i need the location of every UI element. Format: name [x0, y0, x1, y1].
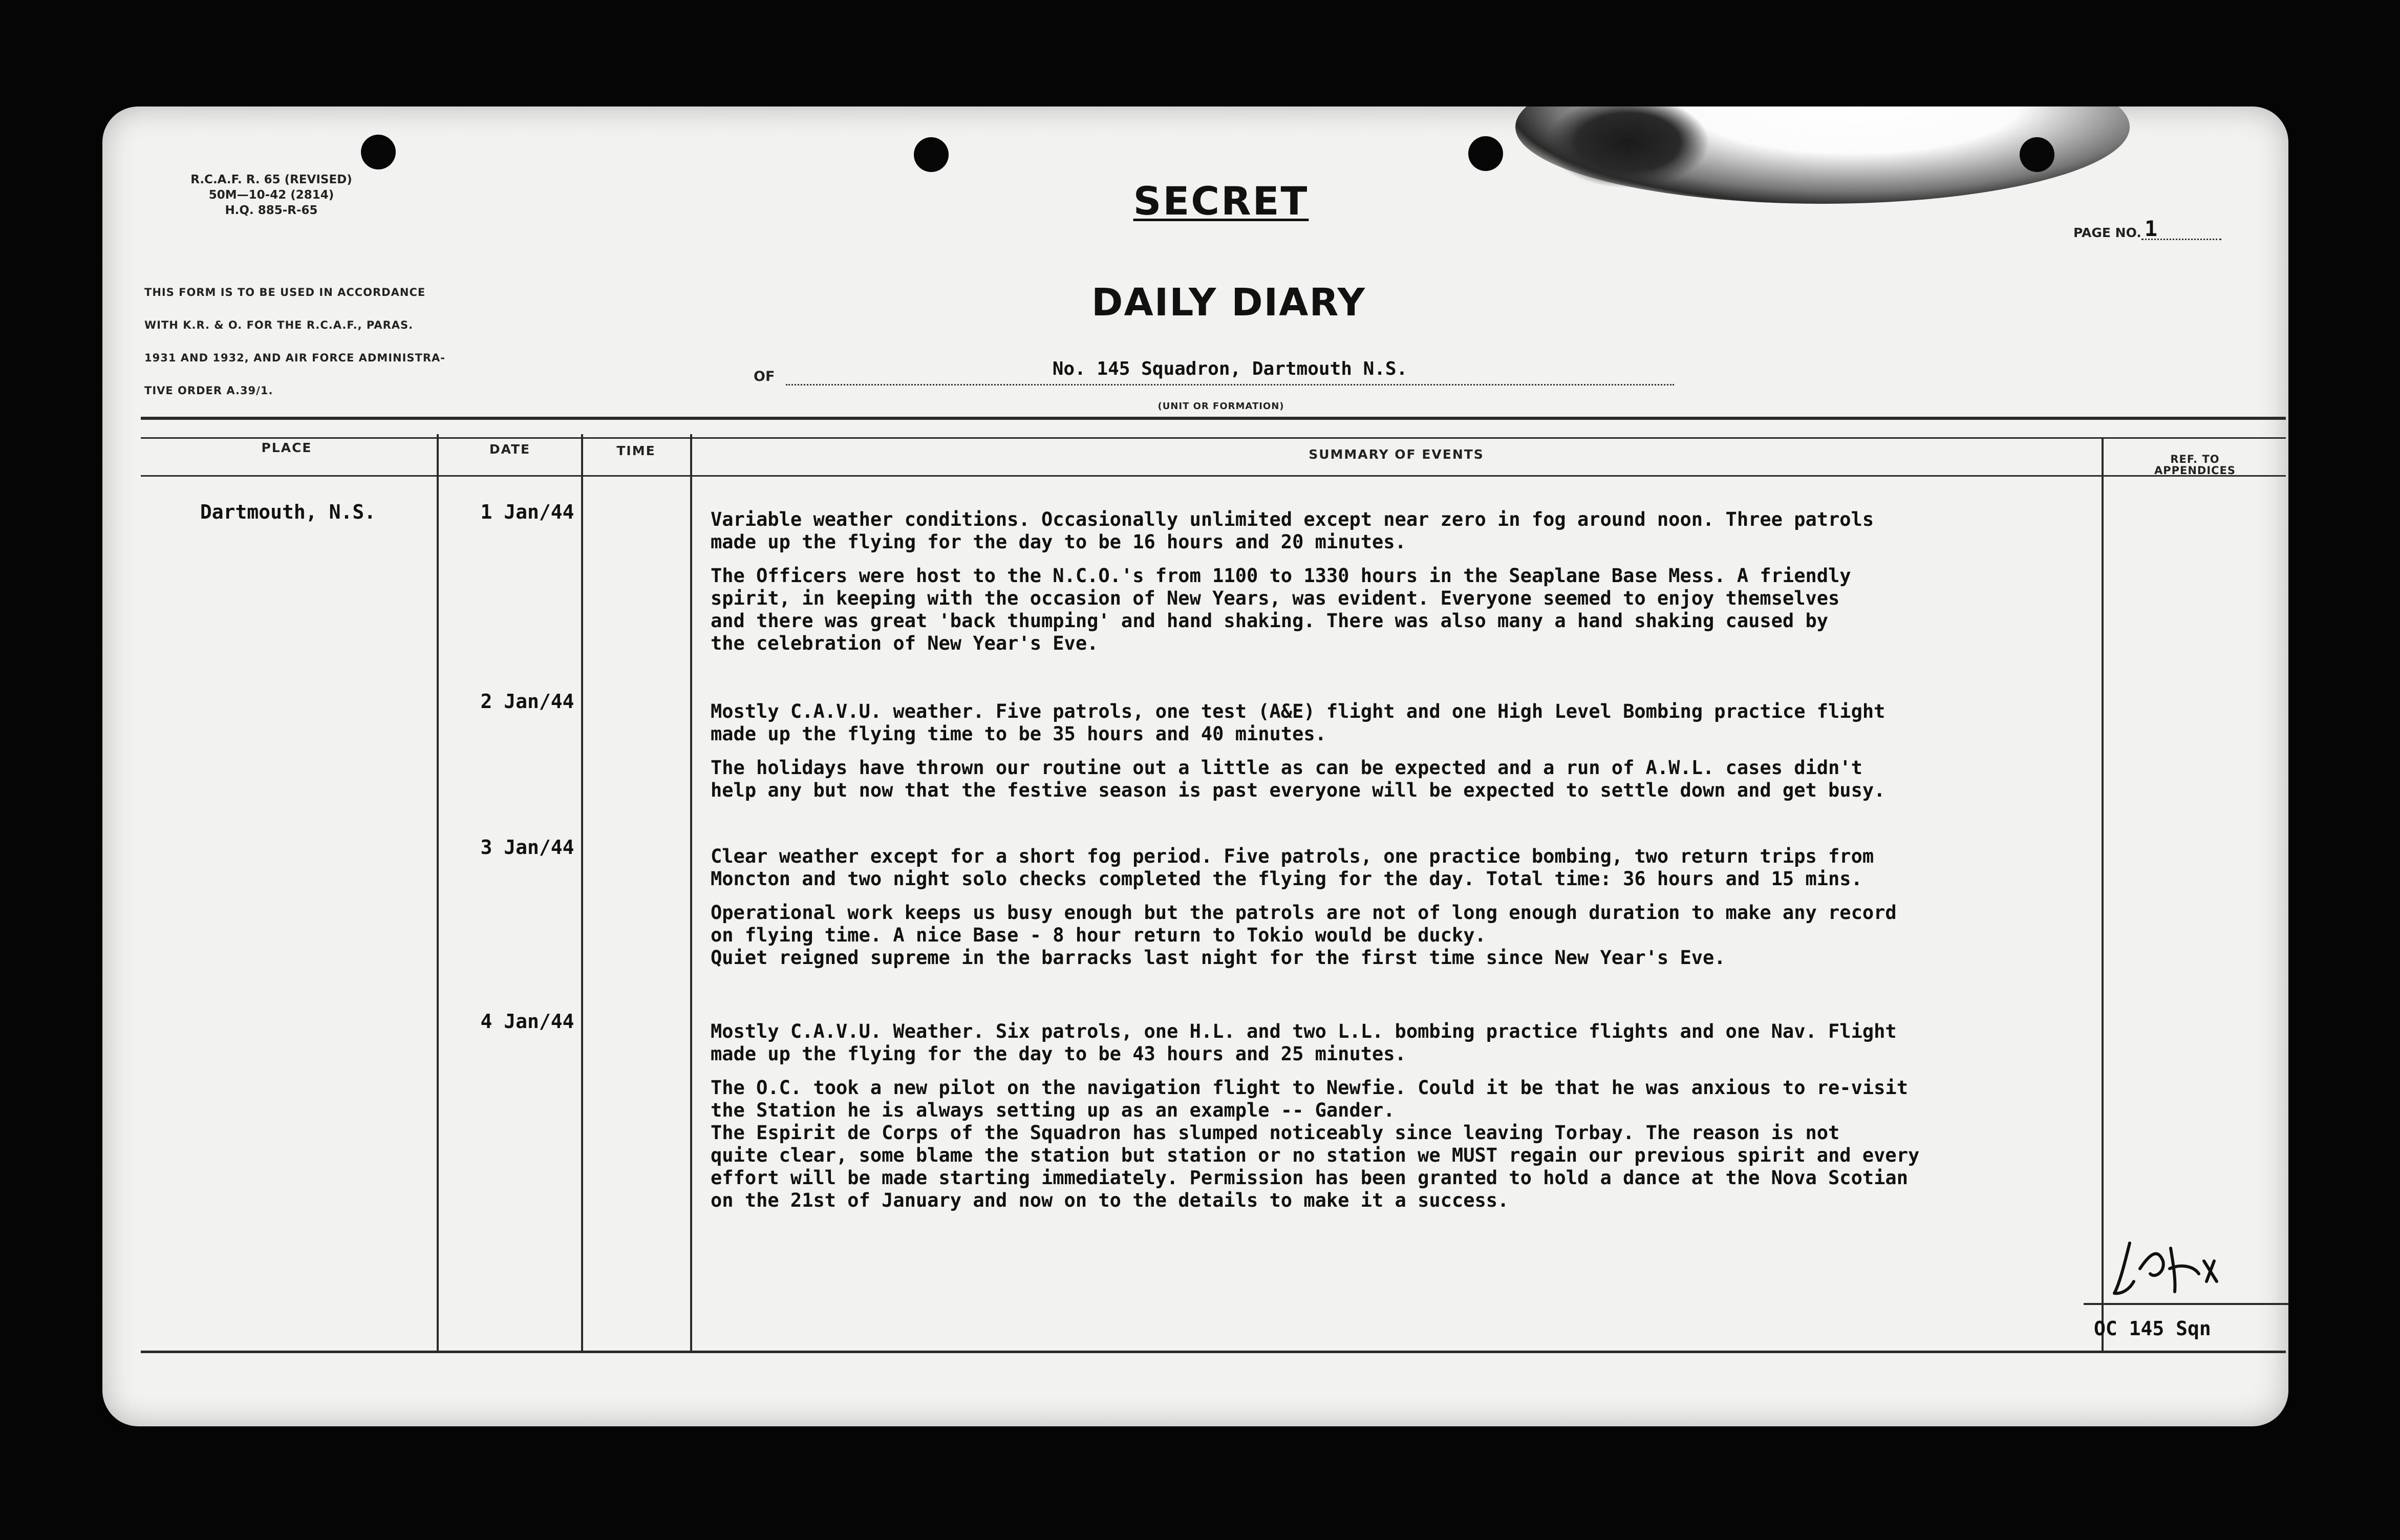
- ref-header-line: APPENDICES: [2154, 464, 2236, 477]
- entry-paragraph: Variable weather conditions. Occasionally unlimited except near zero in fog around noon. Three patrols made up the flying for the day to be 16 hours and 20 minutes.: [711, 508, 1874, 553]
- page-number-label: PAGE NO.: [2073, 225, 2141, 240]
- diary-entry: [711, 700, 2098, 813]
- form-id-line: H.Q. 885-R-65: [225, 204, 318, 217]
- date-cell: 1 Jan/44: [480, 501, 574, 523]
- column-divider: [690, 434, 692, 1353]
- unit-name: No. 145 Squadron, Dartmouth N.S.: [786, 354, 1674, 386]
- punch-hole: [361, 135, 396, 169]
- diary-entry: [711, 845, 2098, 980]
- punch-hole: [1468, 136, 1503, 171]
- punch-hole: [914, 137, 949, 172]
- column-header-time: TIME: [616, 443, 656, 458]
- document-title: DAILY DIARY: [1091, 281, 1366, 325]
- column-header-ref: [2104, 454, 2286, 476]
- column-divider: [581, 434, 583, 1353]
- entry-paragraph: The Officers were host to the N.C.O.'s from 1100 to 1330 hours in the Seaplane Base Mess. A friendly spirit, in keeping with the occasion of New Years, was evident. Everyone seemed to enjoy themselves and there was great 'back thumping' and hand shaking. There was also many a hand shaking caused by the celebration of New Year's Eve.: [711, 565, 1851, 654]
- table-bottom-rule: [141, 1351, 2286, 1353]
- date-cell: 4 Jan/44: [480, 1010, 574, 1033]
- place-cell: Dartmouth, N.S.: [200, 501, 376, 523]
- column-divider: [2102, 438, 2104, 1353]
- date-cell: 3 Jan/44: [480, 836, 574, 859]
- page-number-field: [2073, 216, 2221, 241]
- table-top-rule: [141, 417, 2286, 420]
- handwritten-signature: [2109, 1233, 2227, 1304]
- form-note-line: THIS FORM IS TO BE USED IN ACCORDANCE: [144, 286, 426, 298]
- entry-paragraph: Mostly C.A.V.U. Weather. Six patrols, one H.L. and two L.L. bombing practice flights and one Nav. Flight made up the flying for the day to be 43 hours and 25 minutes.: [711, 1020, 1897, 1065]
- entry-paragraph: The holidays have thrown our routine out a little as can be expected and a run of A.W.L. cases didn't help any but now that the festive season is past everyone will be expected to settle down and get busy.: [711, 757, 1885, 801]
- entry-paragraph: Clear weather except for a short fog period. Five patrols, one practice bombing, two return trips from Moncton and two night solo checks completed the flying for the day. Total time: 36 hours and 15 mins.: [711, 845, 1874, 890]
- date-cell: 2 Jan/44: [480, 690, 574, 713]
- page-number-value: 1: [2141, 219, 2221, 240]
- column-header-date: DATE: [489, 442, 531, 457]
- form-identifier: [151, 172, 392, 218]
- column-divider: [437, 434, 439, 1353]
- entry-paragraph: The O.C. took a new pilot on the navigation flight to Newfie. Could it be that he was anxious to re-visit the Station he is always setting up as an example -- Gander. The Espirit de Corps of the Squadron has slumped noticeably since leaving Torbay. The reason is not quite clear, some blame the station but station or no station we MUST regain our previous spirit and every effort will be made starting immediately. Permission has been granted to hold a dance at the Nova Scotian on the 21st of January and now on to the details to make it a success.: [711, 1077, 1920, 1211]
- header-rule: [141, 437, 2286, 439]
- diary-entry: [711, 508, 2098, 666]
- punch-hole: [2020, 137, 2054, 172]
- unit-caption: (UNIT OR FORMATION): [1158, 401, 1284, 412]
- form-note-line: TIVE ORDER A.39/1.: [144, 384, 273, 397]
- daily-diary-form: [102, 106, 2288, 1426]
- form-id-line: 50M—10-42 (2814): [208, 188, 334, 202]
- form-note-line: WITH K.R. & O. FOR THE R.C.A.F., PARAS.: [144, 319, 414, 331]
- form-note-line: 1931 AND 1932, AND AIR FORCE ADMINISTRA-: [144, 352, 445, 364]
- entry-paragraph: Operational work keeps us busy enough but the patrols are not of long enough duration to make any record on flying time. A nice Base - 8 hour return to Tokio would be ducky. Quiet reigned supreme in the barracks last night for the first time since New Year's Eve.: [711, 902, 1897, 969]
- signature-caption: OC 145 Sqn: [2094, 1317, 2211, 1340]
- form-id-line: R.C.A.F. R. 65 (REVISED): [190, 173, 352, 186]
- header-bottom-rule: [141, 475, 2286, 477]
- classification-heading: SECRET: [1133, 178, 1309, 224]
- diary-entry: [711, 1020, 2098, 1223]
- ref-header-line: REF. TO: [2170, 453, 2220, 465]
- column-header-place: PLACE: [261, 440, 312, 455]
- column-header-summary: SUMMARY OF EVENTS: [1309, 447, 1484, 462]
- form-usage-note: [144, 268, 554, 415]
- entry-paragraph: Mostly C.A.V.U. weather. Five patrols, one test (A&E) flight and one High Level Bombing practice flight made up the flying time to be 35 hours and 40 minutes.: [711, 700, 1885, 745]
- of-label: OF: [754, 369, 775, 384]
